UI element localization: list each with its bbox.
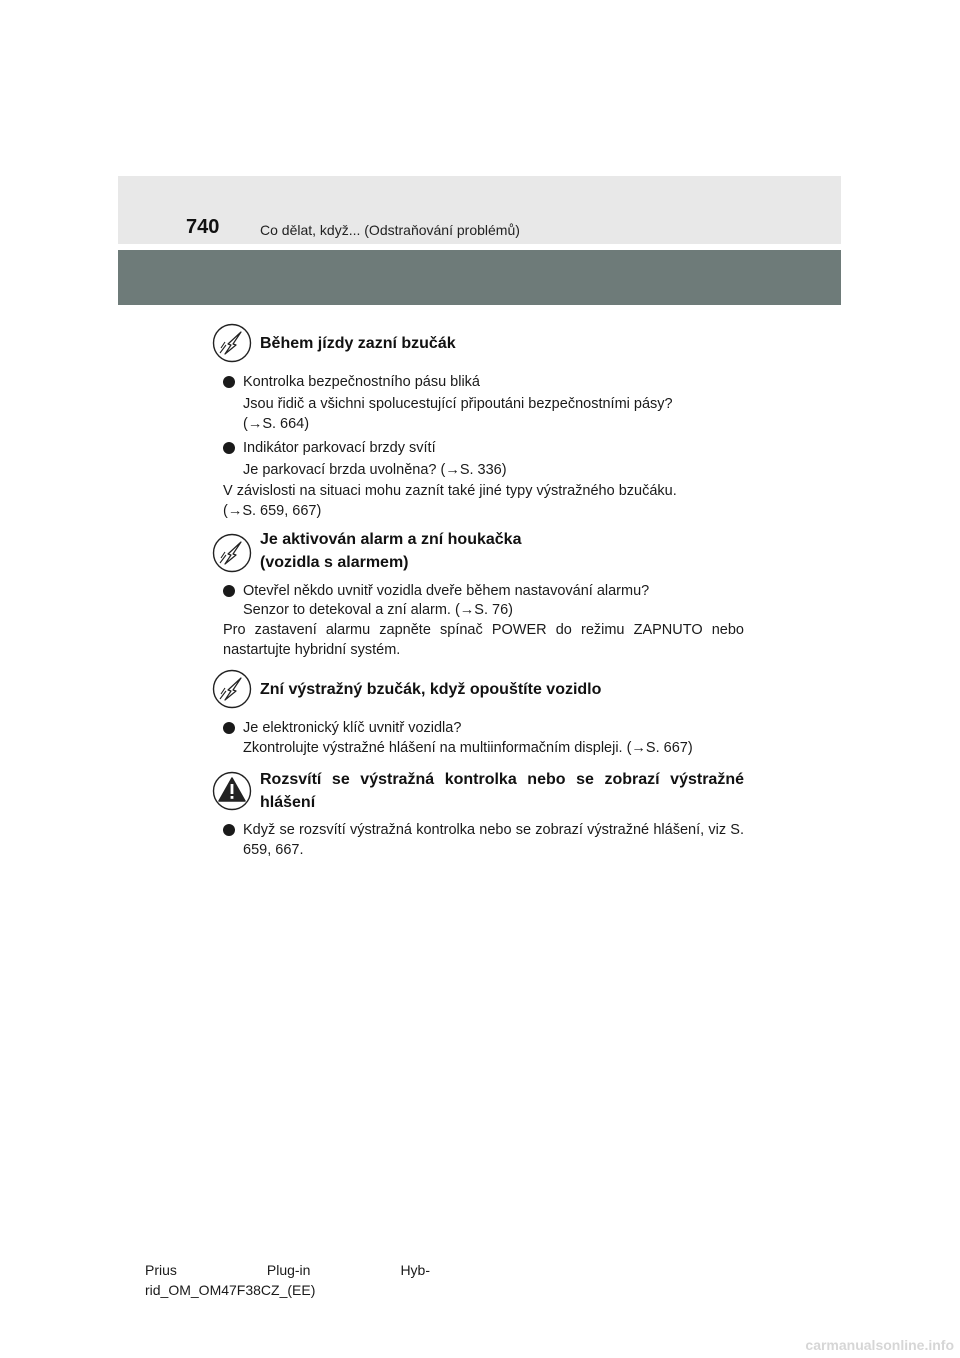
section-band <box>118 250 841 305</box>
bullet-title: Kontrolka bezpečnostního pásu bliká <box>243 374 480 390</box>
bullet-text: Když se rozsvítí výstražná kontrolka nebo se zobrazí výstražné hlášení, viz S. 659, 667. <box>243 822 744 858</box>
section-heading <box>260 528 744 574</box>
bullet-text: Jsou řidič a všichni spolucestující připoutáni bezpečnostními pásy? <box>243 396 673 412</box>
lightning-warning-icon <box>212 669 252 709</box>
footer-word: Plug-in <box>266 1262 311 1278</box>
note-text: Pro zastavení alarmu zapněte spínač POWER do režimu ZAPNUTO nebo nastartujte hybridní systém. <box>223 622 744 658</box>
lightning-warning-icon <box>212 533 252 573</box>
page-reference: (→S. 664) <box>243 416 310 432</box>
bullet-dot <box>223 376 235 388</box>
lightning-warning-icon <box>212 323 252 363</box>
chapter-title: Co dělat, když... (Odstraňování problémů) <box>260 222 520 238</box>
bullet-text: Je parkovací brzda uvolněna? (→S. 336) <box>243 462 507 478</box>
bullet-text: Zkontrolujte výstražné hlášení na multiinformačním displeji. (→S. 667) <box>243 740 693 756</box>
watermark: carmanualsonline.info <box>805 1337 954 1353</box>
note-text: V závislosti na situaci mohu zaznít také jiné typy výstražného bzučáku. <box>223 483 677 499</box>
section-heading: Během jízdy zazní bzučák <box>260 335 456 352</box>
footer-word: Prius <box>145 1262 177 1278</box>
section-heading: Zní výstražný bzučák, když opouštíte vozidlo <box>260 681 602 698</box>
bullet-dot <box>223 722 235 734</box>
document-footer <box>145 1260 430 1300</box>
section-heading: Rozsvítí se výstražná kontrolka nebo se zobrazí výstražné hlášení <box>260 771 744 811</box>
exclamation-triangle-icon <box>212 771 252 811</box>
bullet-title: Indikátor parkovací brzdy svítí <box>243 440 436 456</box>
note-reference: (→S. 659, 667) <box>223 503 322 519</box>
page-number: 740 <box>186 216 220 238</box>
bullet-title: Otevřel někdo uvnitř vozidla dveře během nastavování alarmu? <box>243 583 650 599</box>
heading-line: (vozidla s alarmem) <box>260 554 409 571</box>
bullet-text: Senzor to detekoval a zní alarm. (→S. 76) <box>243 602 513 618</box>
bullet-dot <box>223 585 235 597</box>
bullet-title: Je elektronický klíč uvnitř vozidla? <box>243 720 462 736</box>
bullet-dot <box>223 824 235 836</box>
heading-line: Je aktivován alarm a zní houkačka <box>260 531 522 548</box>
footer-word: Hyb- <box>400 1262 430 1278</box>
bullet-dot <box>223 442 235 454</box>
footer-code: rid_OM_OM47F38CZ_(EE) <box>145 1282 316 1298</box>
